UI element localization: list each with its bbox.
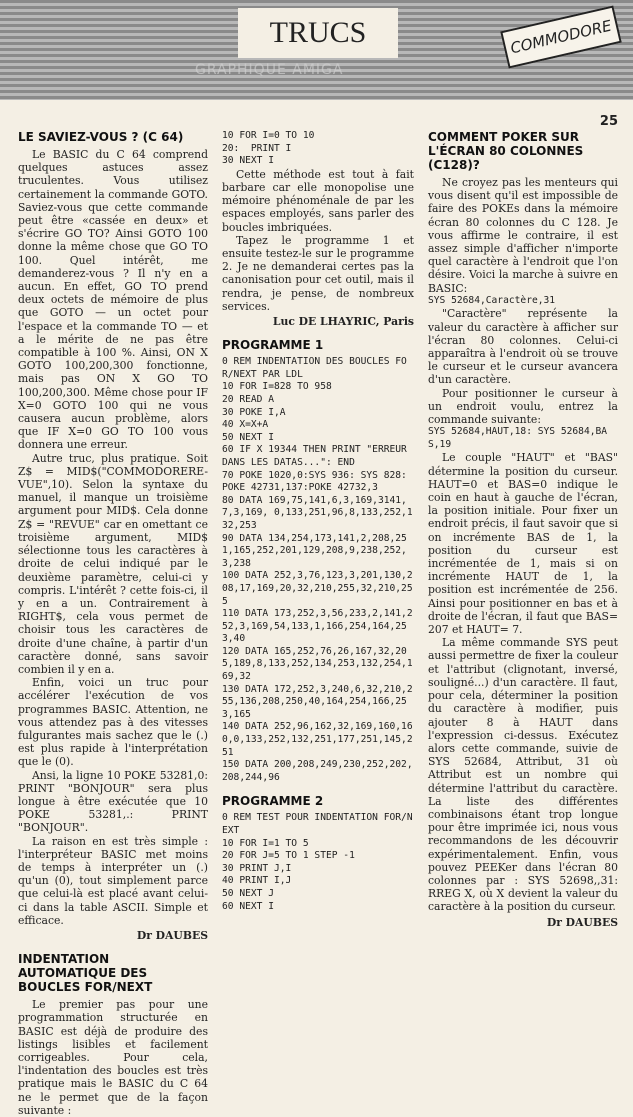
indent-signature: Luc DE LHAYRIC, Paris (272, 315, 414, 329)
poker-p3: Pour positionner le curseur à un endroit voulu, entrez la commande suivante: (428, 386, 618, 427)
saviez-title: LE SAVIEZ-VOUS ? (C 64) (18, 130, 184, 144)
poker-signature: Dr DAUBES (546, 915, 618, 929)
page-title: TRUCS (238, 8, 398, 58)
saviez-signature: Dr DAUBES (136, 928, 208, 942)
indent-p2: Cette méthode est tout à fait barbare car elle monopolise une mémoire phénoménale de par les espaces employés, sans parler des boucles imbriquées. (222, 167, 414, 234)
poker-p2: "Caractère" représente la valeur du caractère à afficher sur l'écran 80 colonnes. Celui-ci apparaîtra à l'endroit où se trouve le curseur et le curseur avancera d'un caractère. (428, 307, 618, 387)
banner-ghost-text: GRAPHIQUE AMIGA (195, 62, 344, 78)
poker-title: COMMENT POKER SUR L'ÉCRAN 80 COLONNES (C128)? (428, 130, 584, 172)
page-number: 25 (599, 114, 618, 129)
indent-p1: Le premier pas pour une programmation structurée en BASIC est déjà de produire des listings lisibles et facilement corrigeables. Pour cela, l'indentation des boucles est très pratique mais le BASIC du C 64 ne le permet que de la façon suivante : (18, 998, 208, 1117)
saviez-p2: Autre truc, plus pratique. Soit Z$ = MID$("COMMODORERE-VUE",10). Selon la syntaxe du manuel, il manque un troisième argument pour MID$. Cela donne Z$ = "REVUE" car en omettant ce troisième argument, MID$ sélectionne tous les caractères à droite de celui indiqué par le deuxième paramètre, celui-ci y compris. L'intérêt ? cette fois-ci, il y en a un. Contrairement à RIGHT$, cela vous permet de choisir tous les caractères de droite d'une chaîne, à partir d'un caractère donné, sans savoir combien il y en a. (18, 451, 208, 676)
prog2-code: 0 REM TEST POUR INDENTATION FOR/NEXT 10 FOR I=1 TO 5 20 FOR J=5 TO 1 STEP -1 30 PRINT J,I 40 PRINT I,J 50 NEXT J 60 NEXT I (222, 812, 413, 912)
saviez-p4: Ansi, la ligne 10 POKE 53281,0: PRINT "BONJOUR" sera plus longue à être exécutée que 10 POKE 53281,.: PRINT "BONJOUR". (18, 768, 208, 835)
prog1-title: PROGRAMME 1 (222, 338, 324, 353)
column-2 (222, 130, 414, 913)
column-1 (18, 130, 208, 1117)
poker-code-1: SYS 52684,Caractère,31 (428, 294, 556, 306)
saviez-p5: La raison en est très simple : l'interpréteur BASIC met moins de temps à interpréter un (.) qu'un (0), tout simplement parce que celui-là est placé avant celui-ci dans la table ASCII. Simple et efficace. (18, 834, 208, 927)
prog2-title: PROGRAMME 2 (222, 794, 324, 809)
poker-code-2: SYS 52684,HAUT,18: SYS 52684,BAS,19 (428, 426, 608, 450)
column-3 (428, 130, 618, 929)
indent-p3: Tapez le programme 1 et ensuite testez-le sur le programme 2. Je ne demanderai certes pas la canonisation pour cet outil, mais il rendra, je pense, de nombreux services. (222, 233, 414, 313)
saviez-p3: Enfin, voici un truc pour accélérer l'exécution de vos programmes BASIC. Attention, ne vous attendez pas à des vitesses fulgurantes mais sachez que le (.) est plus rapide à l'interprétation que le (0). (18, 676, 208, 769)
poker-p5: La même commande SYS peut aussi permettre de fixer la couleur et l'attribut (clignotant, inversé, souligné...) d'un caractère. Il faut, pour cela, déterminer la position du caractère à modifier, puis ajouter 8 à HAUT dans l'expression ci-dessus. Exécutez alors cette commande, suivie de SYS 52684, Attribut, 31 où Attribut est un nombre qui détermine l'attribut du caractère. La liste des différentes combinaisons étant trop longue pour être imprimée ici, nous vous recommandons de les découvrir expérimentalement. Enfin, vous pouvez PEEKer dans l'écran 80 colonnes par : SYS 52698,,31: RREG X, où X devient la valeur du caractère à la position du curseur. (428, 636, 618, 914)
indent-title: INDENTATION AUTOMATIQUE DES BOUCLES FOR/NEXT (18, 952, 153, 995)
commodore-badge: COMMODORE (500, 5, 622, 68)
indent-code: 10 FOR I=0 TO 10 20: PRINT I 30 NEXT I (222, 130, 315, 167)
poker-p1: Ne croyez pas les menteurs qui vous disent qu'il est impossible de faire des POKEs dans la mémoire écran 80 colonnes du C 128. Je vous affirme le contraire, il est assez simple d'afficher n'importe quel caractère à l'endroit que l'on désire. Voici la marche à suivre en BASIC: (428, 176, 618, 295)
header-banner (0, 0, 633, 100)
poker-p4: Le couple "HAUT" et "BAS" détermine la position du curseur. HAUT=0 et BAS=0 indique le coin en haut à gauche de l'écran, la position initiale. Pour fixer un endroit précis, il faut savoir que si on incrémente BAS de 1, la position du curseur est incrémentée de 1, mais si on incrémente HAUT de 1, la position est incrémentée de 256. Ainsi pour positionner en bas et à droite de l'écran, il faut que BAS= 207 et HAUT= 7. (428, 451, 618, 637)
saviez-p1: Le BASIC du C 64 comprend quelques astuces assez truculentes. Vous utilisez certainement la commande GOTO. Saviez-vous que cette commande peut être «cassée en deux» et s'écrire GO TO? Ainsi GOTO 100 donne la même chose que GO TO 100. Quel intérêt, me demanderez-vous ? Il n'y en a aucun. En effet, GO TO prend deux octets de mémoire de plus que GOTO — un octet pour l'espace et la commande TO — et a le mérite de ne pas être compatible à 100 %. Ainsi, ON X GOTO 100,200,300 fonctionne, mais pas ON X GO TO 100,200,300. Même chose pour IF X=0 GOTO 100 qui ne vous causera aucun problème, alors que IF X=0 GO TO 100 vous donnera une erreur. (18, 148, 208, 452)
prog1-code: 0 REM INDENTATION DES BOUCLES FOR/NEXT PAR LDL 10 FOR I=828 TO 958 20 READ A 30 POKE I,A 40 X=X+A 50 NEXT I 60 IF X 19344 THEN PRINT "ERREUR DANS LES DATAS...": END 70 POKE 1020,0:SYS 936: SYS 828: POKE 42731,137:POKE 42732,3 80 DATA 169,75,141,6,3,169,3141,7,3,169, 0,133,251,96,8,133,252,132,253 90 DATA 134,254,173,141,2,208,251,165,252,201,129,208,9,238,252,3,238 100 DATA 252,3,76,123,3,201,130,208,17,169,20,32,210,255,32,210,255 110 DATA 173,252,3,56,233,2,141,252,3,169,54,133,1,166,254,164,253,40 120 DATA 165,252,76,26,167,32,205,189,8,133,252,134,253,132,254,169,32 130 DATA 172,252,3,240,6,32,210,255,136,208,250,40,164,254,166,253,165 140 DATA 252,96,162,32,169,160,160,0,133,252,132,251,177,251,145,251 150 DATA 200,208,249,230,252,202,208,244,96 (222, 356, 413, 783)
